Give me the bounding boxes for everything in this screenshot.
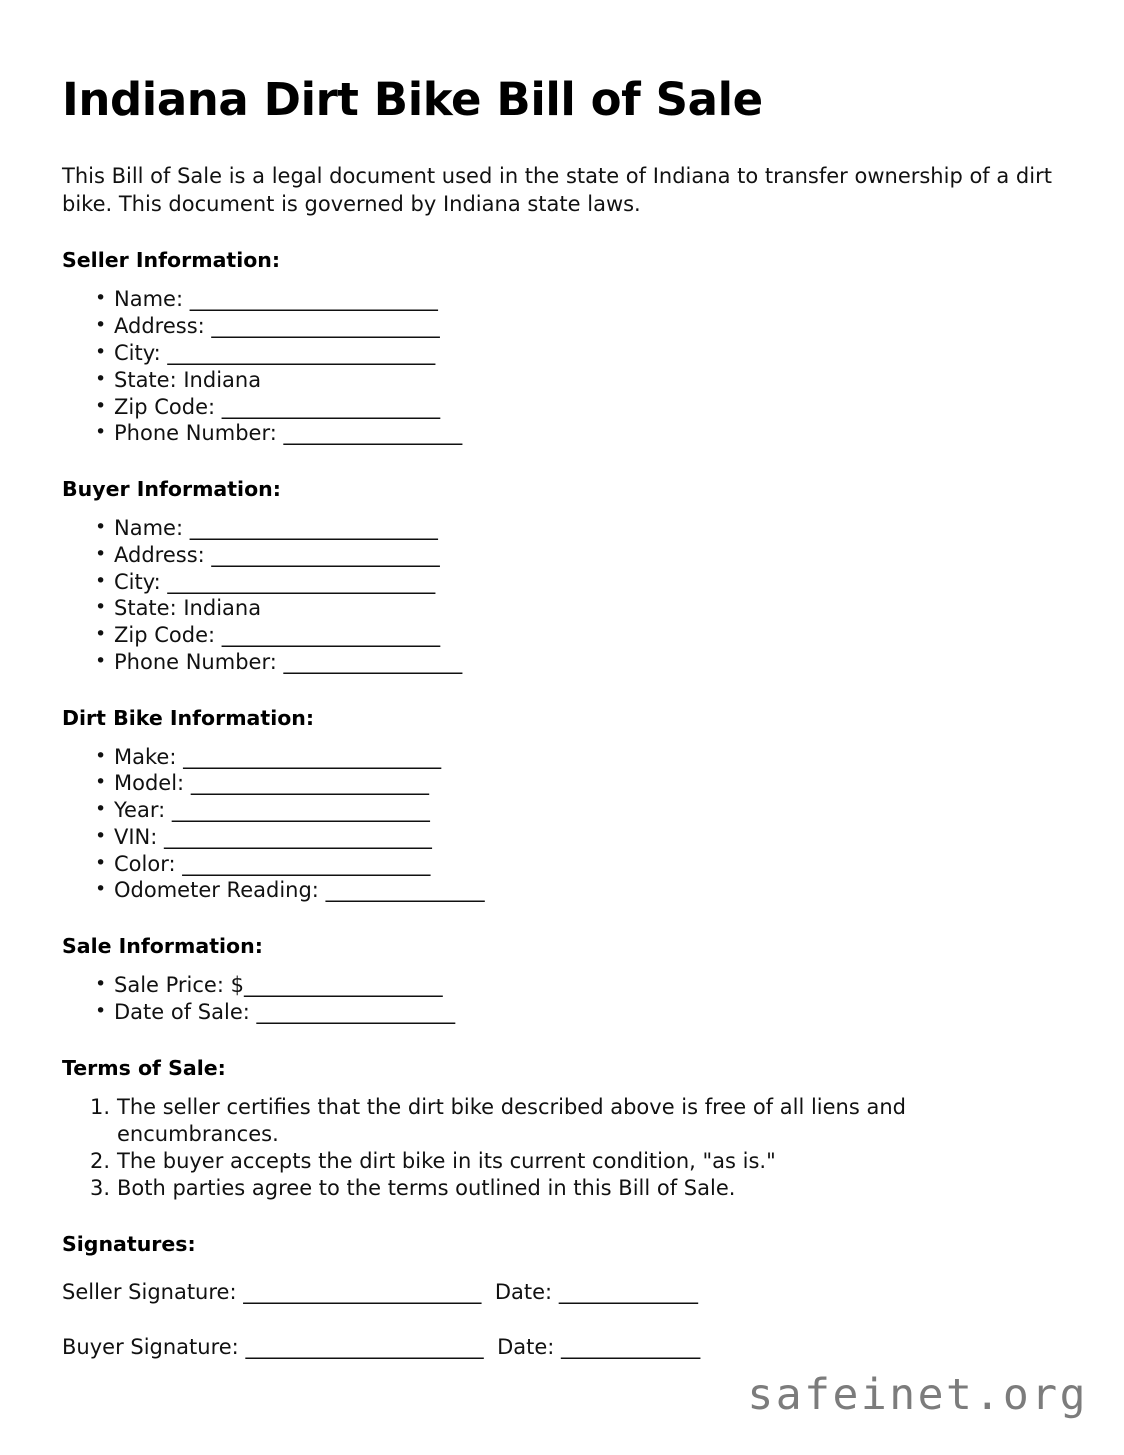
terms-of-sale-list (62, 1094, 1062, 1202)
field-label: State: (114, 596, 177, 621)
seller-field-list (62, 286, 1062, 447)
field-blank-line[interactable]: _______________________ (211, 314, 440, 339)
field-label: Zip Code: (114, 394, 216, 419)
field-blank-line[interactable]: ____________________ (243, 973, 442, 998)
field-label: Sale Price: $ (114, 973, 244, 998)
field-label: Date of Sale: (114, 999, 250, 1024)
field-label: VIN: (114, 824, 158, 849)
field-label: Address: (114, 542, 205, 567)
field-buyer-phone-number (62, 649, 1062, 676)
seller-date-label: Date: (494, 1279, 553, 1304)
terms-list-item: Both parties agree to the terms outlined in this Bill of Sale. (117, 1175, 736, 1200)
dirt-bike-information-heading: Dirt Bike Information: (62, 705, 315, 730)
intro-paragraph: This Bill of Sale is a legal document used in the state of Indiana to transfer ownership of a dirt bike. This document is governed by Indiana state laws. (62, 163, 1052, 216)
seller-signature-label: Seller Signature: (62, 1279, 237, 1304)
field-bike-color (62, 851, 1062, 878)
field-blank-line[interactable]: ___________________________ (167, 340, 435, 365)
field-label: Color: (114, 851, 176, 876)
field-bike-year (62, 797, 1062, 824)
field-blank-line[interactable]: _________________________ (182, 851, 430, 876)
buyer-signature-blank-line[interactable]: ________________________ (245, 1334, 484, 1359)
sale-information-heading: Sale Information: (62, 934, 263, 959)
field-label: Address: (114, 314, 205, 339)
field-blank-line[interactable]: ______________________ (221, 394, 440, 419)
field-value: Indiana (183, 367, 262, 392)
field-bike-make (62, 744, 1062, 771)
field-blank-line[interactable]: ___________________________ (164, 824, 432, 849)
field-date-of-sale (62, 999, 1062, 1026)
field-seller-phone-number (62, 420, 1062, 447)
terms-list-item: The buyer accepts the dirt bike in its current condition, "as is." (117, 1148, 776, 1173)
field-bike-odometer-reading (62, 877, 1062, 904)
field-buyer-address (62, 542, 1062, 569)
field-value: Indiana (183, 596, 262, 621)
field-label: Year: (114, 798, 166, 823)
field-label: Zip Code: (114, 623, 216, 648)
field-blank-line[interactable]: _________________________ (189, 287, 438, 312)
field-buyer-name (62, 515, 1062, 542)
field-buyer-state (62, 595, 1062, 622)
sale-field-list (62, 972, 1062, 1026)
buyer-field-list (62, 515, 1062, 676)
field-label: Make: (114, 744, 177, 769)
terms-list-item: The seller certifies that the dirt bike described above is free of all liens and encumbrances. (117, 1094, 906, 1146)
field-bike-model (62, 770, 1062, 797)
field-label: City: (114, 340, 161, 365)
field-blank-line[interactable]: _______________________ (211, 542, 440, 567)
field-seller-city (62, 340, 1062, 367)
seller-information-heading: Seller Information: (62, 248, 281, 273)
signatures-block (62, 1279, 1062, 1362)
field-label: City: (114, 569, 161, 594)
field-seller-name (62, 286, 1062, 313)
field-bike-vin (62, 824, 1062, 851)
seller-signature-row (62, 1279, 1062, 1306)
dirt-bike-field-list (62, 744, 1062, 905)
field-label: State: (114, 367, 177, 392)
field-label: Name: (114, 287, 184, 312)
field-blank-line[interactable]: ______________________ (221, 623, 440, 648)
field-sale-price (62, 972, 1062, 999)
field-buyer-city (62, 569, 1062, 596)
field-label: Phone Number: (114, 649, 277, 674)
field-blank-line[interactable]: ________________ (325, 878, 484, 903)
buyer-information-heading: Buyer Information: (62, 477, 281, 502)
field-blank-line[interactable]: ________________________ (190, 771, 429, 796)
field-label: Model: (114, 771, 185, 796)
field-label: Phone Number: (114, 421, 277, 446)
field-blank-line[interactable]: ___________________________ (167, 569, 435, 594)
field-label: Odometer Reading: (114, 878, 319, 903)
field-blank-line[interactable]: __________________ (283, 649, 462, 674)
terms-of-sale-heading: Terms of Sale: (62, 1055, 226, 1080)
site-watermark: safeinet.org (747, 1370, 1088, 1420)
signatures-heading: Signatures: (62, 1231, 196, 1256)
field-blank-line[interactable]: __________________________ (171, 798, 430, 823)
field-blank-line[interactable]: __________________________ (183, 744, 441, 769)
buyer-date-blank-line[interactable]: ______________ (561, 1334, 700, 1359)
field-label: Name: (114, 516, 184, 541)
buyer-date-label: Date: (497, 1334, 555, 1359)
buyer-signature-row (62, 1334, 1062, 1361)
seller-date-blank-line[interactable]: ______________ (558, 1279, 698, 1304)
field-seller-state (62, 367, 1062, 394)
seller-signature-blank-line[interactable]: ________________________ (243, 1279, 481, 1304)
field-blank-line[interactable]: _________________________ (189, 516, 438, 541)
page-title: Indiana Dirt Bike Bill of Sale (62, 73, 763, 126)
field-blank-line[interactable]: ____________________ (256, 999, 455, 1024)
field-buyer-zip-code (62, 622, 1062, 649)
field-seller-zip-code (62, 394, 1062, 421)
buyer-signature-label: Buyer Signature: (62, 1334, 239, 1359)
field-seller-address (62, 313, 1062, 340)
field-blank-line[interactable]: __________________ (283, 421, 462, 446)
